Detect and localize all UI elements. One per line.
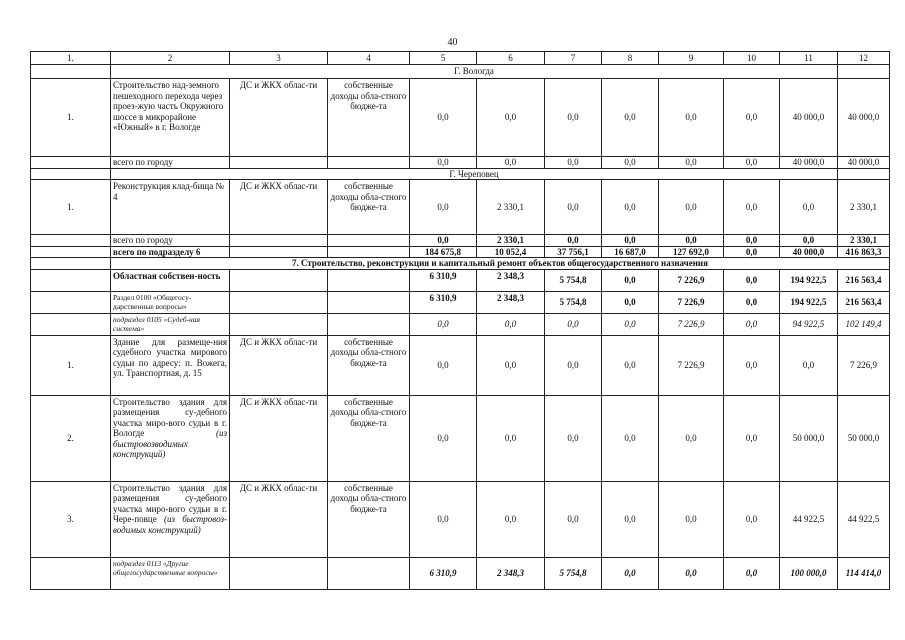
value-cell: 0,0	[477, 79, 545, 157]
value-cell: 0,0	[602, 313, 659, 335]
col-header: 8	[602, 52, 659, 65]
row-n: 3.	[31, 481, 111, 557]
value-cell: 40 000,0	[838, 79, 890, 157]
value-cell: 50 000,0	[838, 395, 890, 481]
row-src: собственные доходы обла-стного бюдже-та	[328, 481, 410, 557]
value-cell: 0,0	[545, 335, 602, 395]
table-row	[31, 335, 890, 395]
value-cell: 37 756,1	[545, 246, 602, 258]
section-title-cherepovets: Г. Череповец	[111, 168, 838, 180]
col-header: 3	[230, 52, 328, 65]
row-n: 2.	[31, 395, 111, 481]
table-row	[31, 313, 890, 335]
column-header-row	[31, 52, 890, 65]
value-cell: 0,0	[724, 557, 780, 589]
value-cell: 0,0	[545, 395, 602, 481]
row-src: собственные доходы обла-стного бюдже-та	[328, 395, 410, 481]
table-row	[31, 481, 890, 557]
row-name: Реконструкция клад-бища № 4	[111, 180, 230, 235]
value-cell: 0,0	[602, 180, 659, 235]
value-cell: 0,0	[410, 481, 477, 557]
value-cell: 0,0	[477, 157, 545, 169]
section-title-vologda: Г. Вологда	[111, 65, 838, 79]
value-cell: 0,0	[477, 335, 545, 395]
value-cell: 0,0	[780, 180, 838, 235]
page-number: 40	[447, 37, 458, 48]
value-cell: 216 563,4	[838, 269, 890, 291]
value-cell: 0,0	[659, 395, 724, 481]
value-cell: 2 348,3	[477, 557, 545, 589]
table-row	[31, 246, 890, 258]
row-n: 1.	[31, 180, 111, 235]
value-cell: 0,0	[602, 235, 659, 247]
row-name: подраздел 0105 «Судеб-ная система»	[111, 313, 230, 335]
table-row	[31, 157, 890, 169]
value-cell: 40 000,0	[780, 79, 838, 157]
table-row	[31, 269, 890, 291]
value-cell: 0,0	[602, 557, 659, 589]
row-name: Областная собствен-ность	[111, 269, 230, 291]
value-cell: 0,0	[724, 335, 780, 395]
value-cell: 0,0	[602, 395, 659, 481]
value-cell: 0,0	[477, 395, 545, 481]
col-header: 2	[111, 52, 230, 65]
value-cell: 194 922,5	[780, 291, 838, 313]
row-name: подраздел 0113 «Другие общегосударственные вопросы»	[111, 557, 230, 589]
row-name: Строительство над-земного пешеходного перехода через проез-жую часть Окружного шоссе в микрорайоне «Южный» в г. Вологде	[111, 79, 230, 157]
value-cell: 127 692,0	[659, 246, 724, 258]
value-cell: 0,0	[477, 481, 545, 557]
value-cell: 0,0	[602, 291, 659, 313]
table-row	[31, 557, 890, 589]
value-cell: 416 863,3	[838, 246, 890, 258]
col-header: 6	[477, 52, 545, 65]
value-cell: 0,0	[545, 157, 602, 169]
value-cell: 0,0	[659, 157, 724, 169]
value-cell: 0,0	[410, 395, 477, 481]
value-cell: 0,0	[659, 557, 724, 589]
value-cell: 0,0	[602, 335, 659, 395]
row-src: собственные доходы обла-стного бюдже-та	[328, 180, 410, 235]
value-cell: 0,0	[410, 79, 477, 157]
value-cell: 7 226,9	[659, 269, 724, 291]
section-row	[31, 168, 890, 180]
value-cell: 0,0	[724, 291, 780, 313]
row-name: Строительство здания для размещения су-дебного участка миро-вого судьи в г. Вологде	[113, 396, 227, 438]
value-cell: 5 754,8	[545, 269, 602, 291]
value-cell: 216 563,4	[838, 291, 890, 313]
value-cell: 0,0	[410, 313, 477, 335]
value-cell: 5 754,8	[545, 291, 602, 313]
value-cell: 0,0	[545, 180, 602, 235]
value-cell: 2 330,1	[477, 180, 545, 235]
section-row	[31, 65, 890, 79]
row-src: собственные доходы обла-стного бюдже-та	[328, 79, 410, 157]
value-cell: 0,0	[724, 157, 780, 169]
value-cell: 100 000,0	[780, 557, 838, 589]
value-cell: 7 226,9	[659, 291, 724, 313]
value-cell: 0,0	[602, 157, 659, 169]
value-cell: 7 226,9	[659, 313, 724, 335]
value-cell: 0,0	[724, 180, 780, 235]
col-header: 1.	[31, 52, 111, 65]
value-cell: 44 922,5	[780, 481, 838, 557]
col-header: 5	[410, 52, 477, 65]
table-row	[31, 79, 890, 157]
value-cell: 2 348,3	[477, 269, 545, 291]
value-cell: 40 000,0	[838, 157, 890, 169]
value-cell: 0,0	[724, 313, 780, 335]
row-name: Строительство здания для размещения су-дебного участка миро-вого судьи в г. Чере-повце	[113, 482, 227, 524]
row-exec: ДС и ЖКХ облас-ти	[230, 335, 328, 395]
value-cell: 0,0	[724, 395, 780, 481]
col-header: 11	[780, 52, 838, 65]
table-row	[31, 180, 890, 235]
row-src: собственные доходы обла-стного бюдже-та	[328, 335, 410, 395]
value-cell: 0,0	[410, 335, 477, 395]
col-header: 7	[545, 52, 602, 65]
value-cell: 0,0	[545, 79, 602, 157]
value-cell: 0,0	[477, 313, 545, 335]
value-cell: 0,0	[724, 246, 780, 258]
value-cell: 50 000,0	[780, 395, 838, 481]
value-cell: 44 922,5	[838, 481, 890, 557]
value-cell: 0,0	[724, 79, 780, 157]
value-cell: 0,0	[545, 235, 602, 247]
value-cell: 40 000,0	[780, 246, 838, 258]
value-cell: 0,0	[545, 481, 602, 557]
value-cell: 7 226,9	[838, 335, 890, 395]
col-header: 4	[328, 52, 410, 65]
section-title-7: 7. Строительство, реконструкция и капитальный ремонт объектов общегосударственного назначения	[111, 258, 890, 270]
value-cell: 6 310,9	[410, 291, 477, 313]
row-exec: ДС и ЖКХ облас-ти	[230, 79, 328, 157]
value-cell: 0,0	[659, 481, 724, 557]
value-cell: 94 922,5	[780, 313, 838, 335]
value-cell: 10 052,4	[477, 246, 545, 258]
col-header: 9	[659, 52, 724, 65]
value-cell: 0,0	[659, 235, 724, 247]
value-cell: 0,0	[724, 235, 780, 247]
row-n: 1.	[31, 79, 111, 157]
row-exec: ДС и ЖКХ облас-ти	[230, 481, 328, 557]
value-cell: 0,0	[545, 313, 602, 335]
row-name: всего по городу	[111, 235, 230, 247]
value-cell: 0,0	[659, 79, 724, 157]
value-cell: 0,0	[410, 180, 477, 235]
value-cell: 2 330,1	[477, 235, 545, 247]
value-cell: 0,0	[602, 481, 659, 557]
value-cell: 2 330,1	[838, 235, 890, 247]
col-header: 10	[724, 52, 780, 65]
value-cell: 0,0	[410, 235, 477, 247]
section-row	[31, 258, 890, 270]
value-cell: 2 348,3	[477, 291, 545, 313]
row-exec: ДС и ЖКХ облас-ти	[230, 180, 328, 235]
value-cell: 2 330,1	[838, 180, 890, 235]
row-exec: ДС и ЖКХ облас-ти	[230, 395, 328, 481]
value-cell: 0,0	[780, 335, 838, 395]
value-cell: 0,0	[780, 235, 838, 247]
value-cell: 0,0	[659, 180, 724, 235]
value-cell: 0,0	[410, 157, 477, 169]
table-row	[31, 291, 890, 313]
row-name_note: (из быстровозводимых конструкций)	[113, 428, 227, 459]
value-cell: 6 310,9	[410, 269, 477, 291]
row-name: Раздел 0100 «Общегосу-дарственные вопросы»	[111, 291, 230, 313]
value-cell: 0,0	[724, 269, 780, 291]
value-cell: 114 414,0	[838, 557, 890, 589]
row-name_note: (из быстровоз-водимых конструкций)	[113, 514, 227, 535]
table-row	[31, 395, 890, 481]
row-name: всего по подразделу 6	[111, 246, 230, 258]
value-cell: 194 922,5	[780, 269, 838, 291]
col-header: 12	[838, 52, 890, 65]
value-cell: 6 310,9	[410, 557, 477, 589]
row-name: Здание для размеще-ния судебного участка мирового судьи по адресу: п. Вожега, ул. Транспортная, д. 15	[111, 335, 230, 395]
value-cell: 184 675,8	[410, 246, 477, 258]
row-name: всего по городу	[111, 157, 230, 169]
budget-table	[30, 51, 890, 590]
value-cell: 16 687,0	[602, 246, 659, 258]
value-cell: 7 226,9	[659, 335, 724, 395]
table-row	[31, 235, 890, 247]
value-cell: 0,0	[602, 79, 659, 157]
value-cell: 5 754,8	[545, 557, 602, 589]
value-cell: 40 000,0	[780, 157, 838, 169]
row-n: 1.	[31, 335, 111, 395]
value-cell: 0,0	[602, 269, 659, 291]
value-cell: 0,0	[724, 481, 780, 557]
value-cell: 102 149,4	[838, 313, 890, 335]
